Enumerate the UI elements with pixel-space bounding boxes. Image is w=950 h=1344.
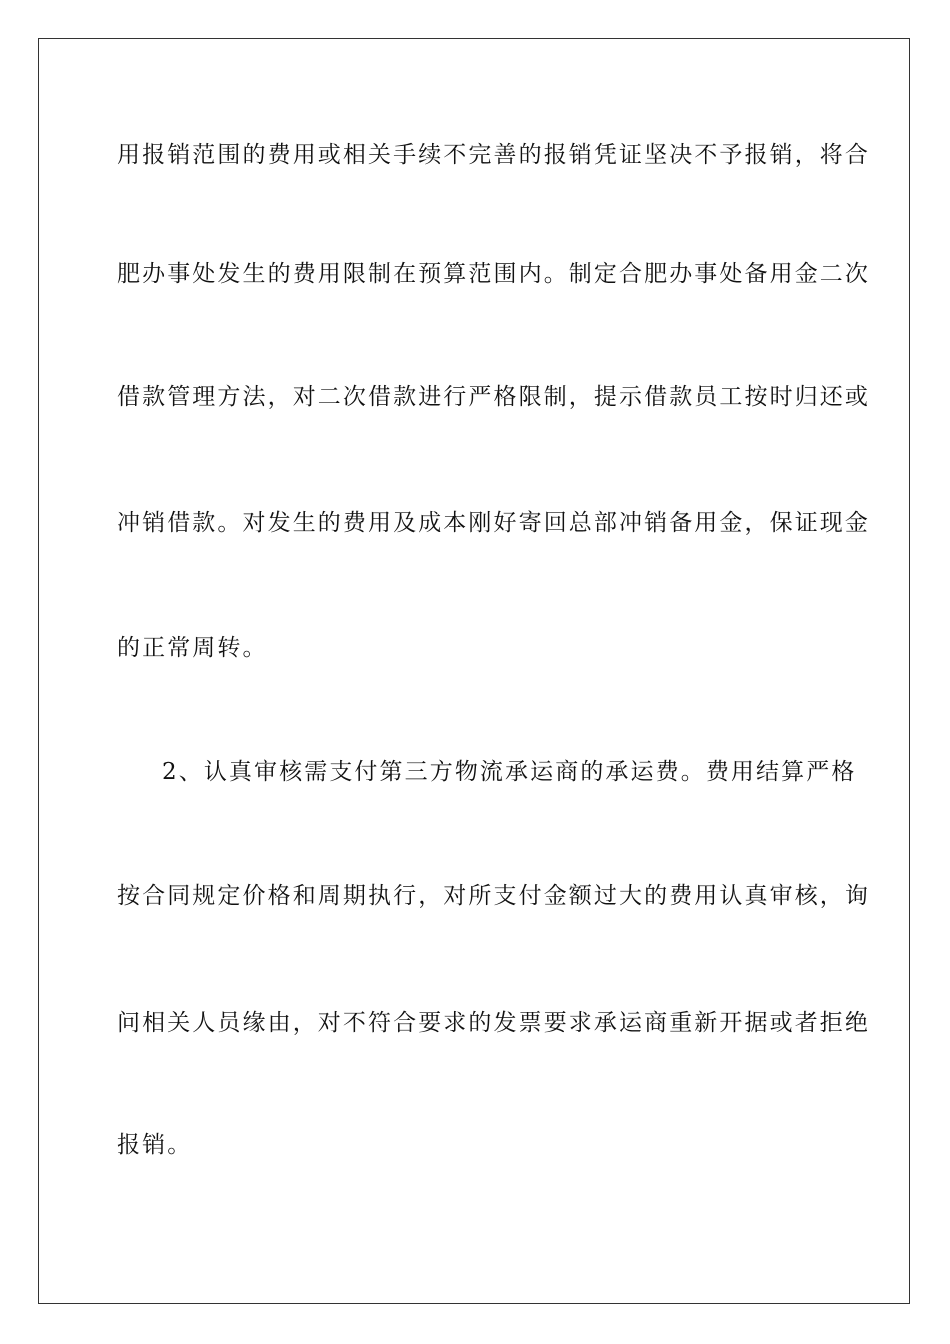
paragraph-1-line-3: 借款管理方法，对二次借款进行严格限制，提示借款员工按时归还或	[117, 384, 870, 410]
paragraph-1-line-5: 的正常周转。	[117, 635, 268, 661]
paragraph-2-line-2: 按合同规定价格和周期执行，对所支付金额过大的费用认真审核，询	[117, 883, 870, 909]
paragraph-2-line-4: 报销。	[117, 1132, 193, 1158]
paragraph-2-line-3: 问相关人员缘由，对不符合要求的发票要求承运商重新开据或者拒绝	[117, 1010, 870, 1036]
page-border	[38, 38, 910, 1304]
paragraph-1-line-2: 肥办事处发生的费用限制在预算范围内。制定合肥办事处备用金二次	[117, 261, 870, 287]
paragraph-2-line-1: 2、认真审核需支付第三方物流承运商的承运费。费用结算严格	[162, 759, 857, 785]
paragraph-1-line-4: 冲销借款。对发生的费用及成本刚好寄回总部冲销备用金，保证现金	[117, 510, 870, 536]
paragraph-1-line-1: 用报销范围的费用或相关手续不完善的报销凭证坚决不予报销，将合	[117, 142, 870, 168]
